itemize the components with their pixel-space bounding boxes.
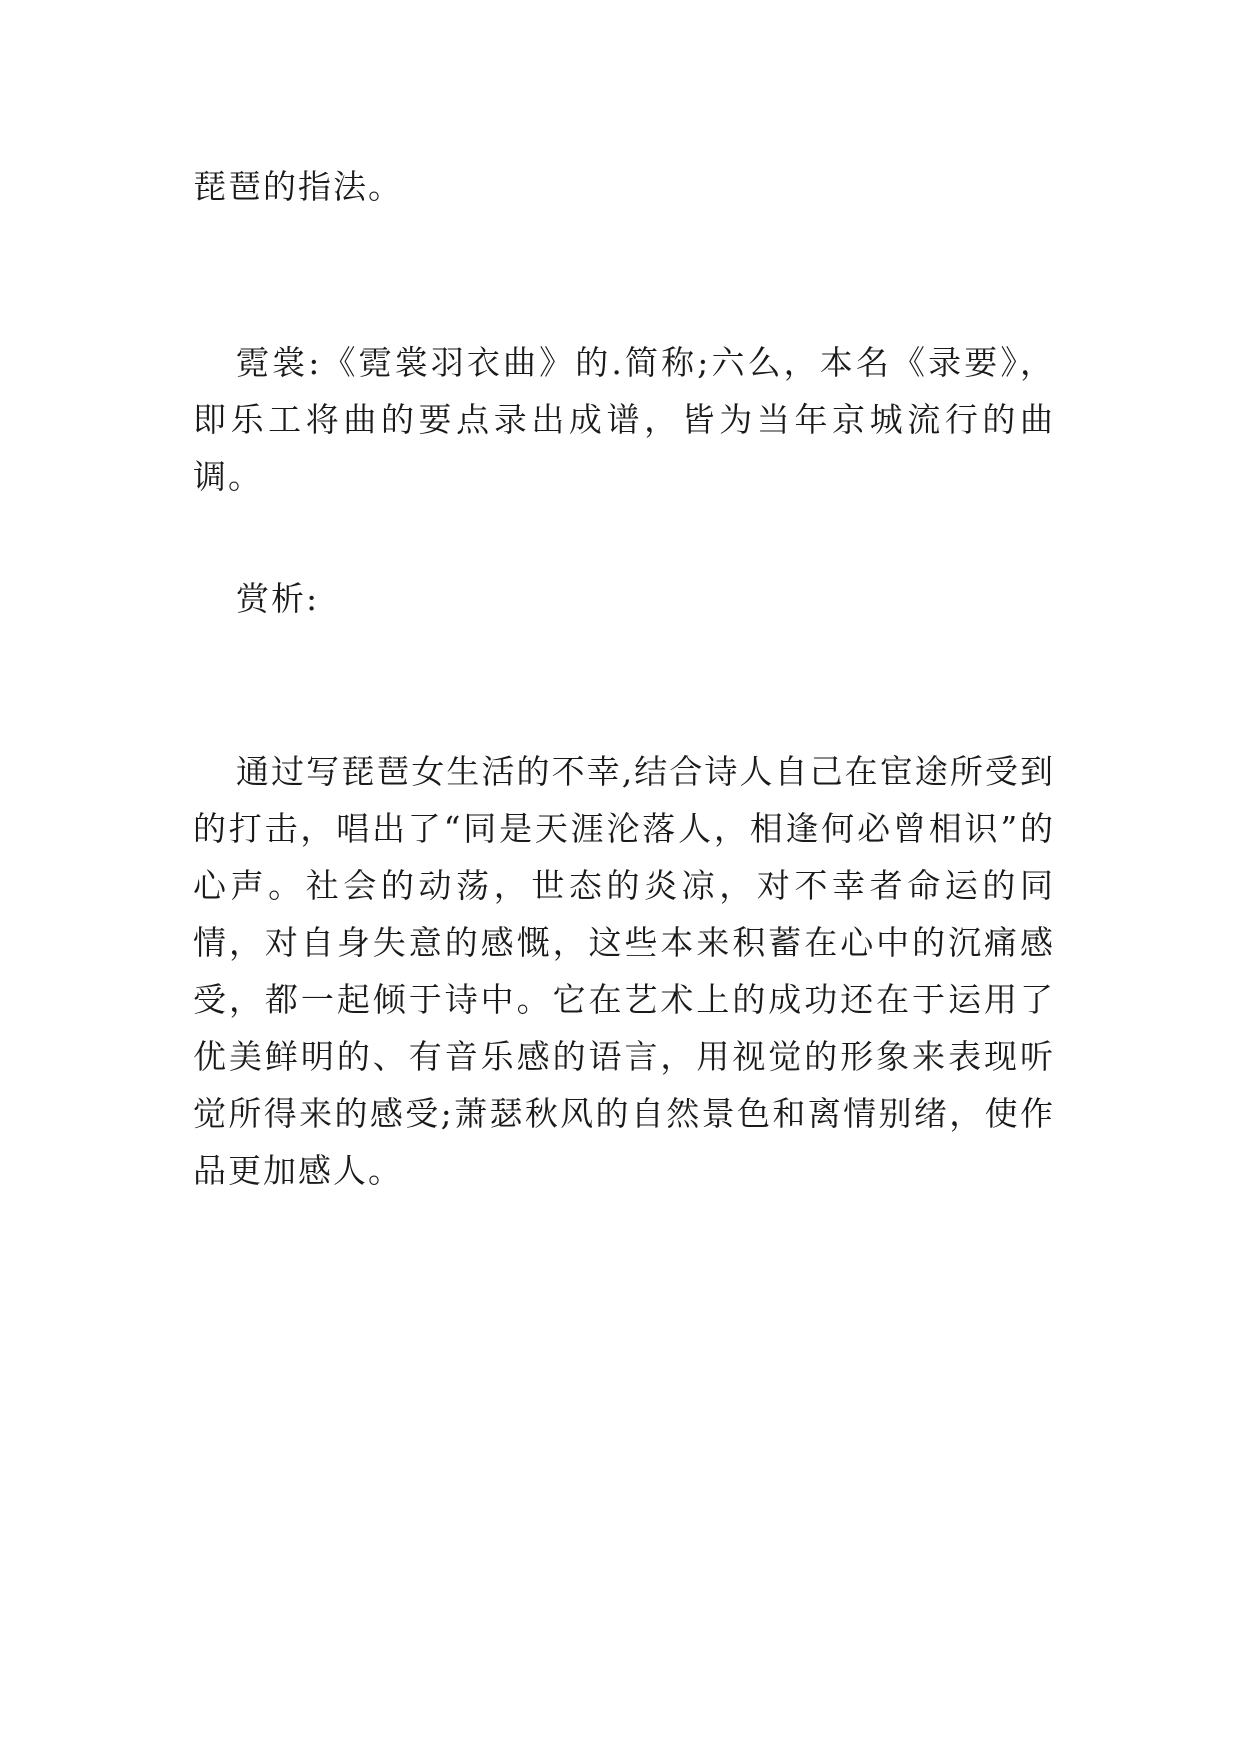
paragraph-nishang-annotation: 霓裳:《霓裳羽衣曲》的.简称;六么，本名《录要》，即乐工将曲的要点录出成谱，皆为当年京城流行的曲调。: [193, 343, 1055, 496]
paragraph-pipa-fingering: 琵琶的指法。: [193, 167, 403, 206]
paragraph-appreciation-body: 通过写琵琶女生活的不幸,结合诗人自己在宦途所受到的打击，唱出了“同是天涯沦落人，相逢何必曾相识”的心声。社会的动荡，世态的炎凉，对不幸者命运的同情，对自身失意的感慨，这些本来积蓄在心中的沉痛感受，都一起倾于诗中。它在艺术上的成功还在于运用了优美鲜明的、有音乐感的语言，用视觉的形象来表现听觉所得来的感受;萧瑟秋风的自然景色和离情别绪，使作品更加感人。: [193, 752, 1055, 1190]
section-heading-appreciation: 赏析:: [236, 579, 320, 618]
